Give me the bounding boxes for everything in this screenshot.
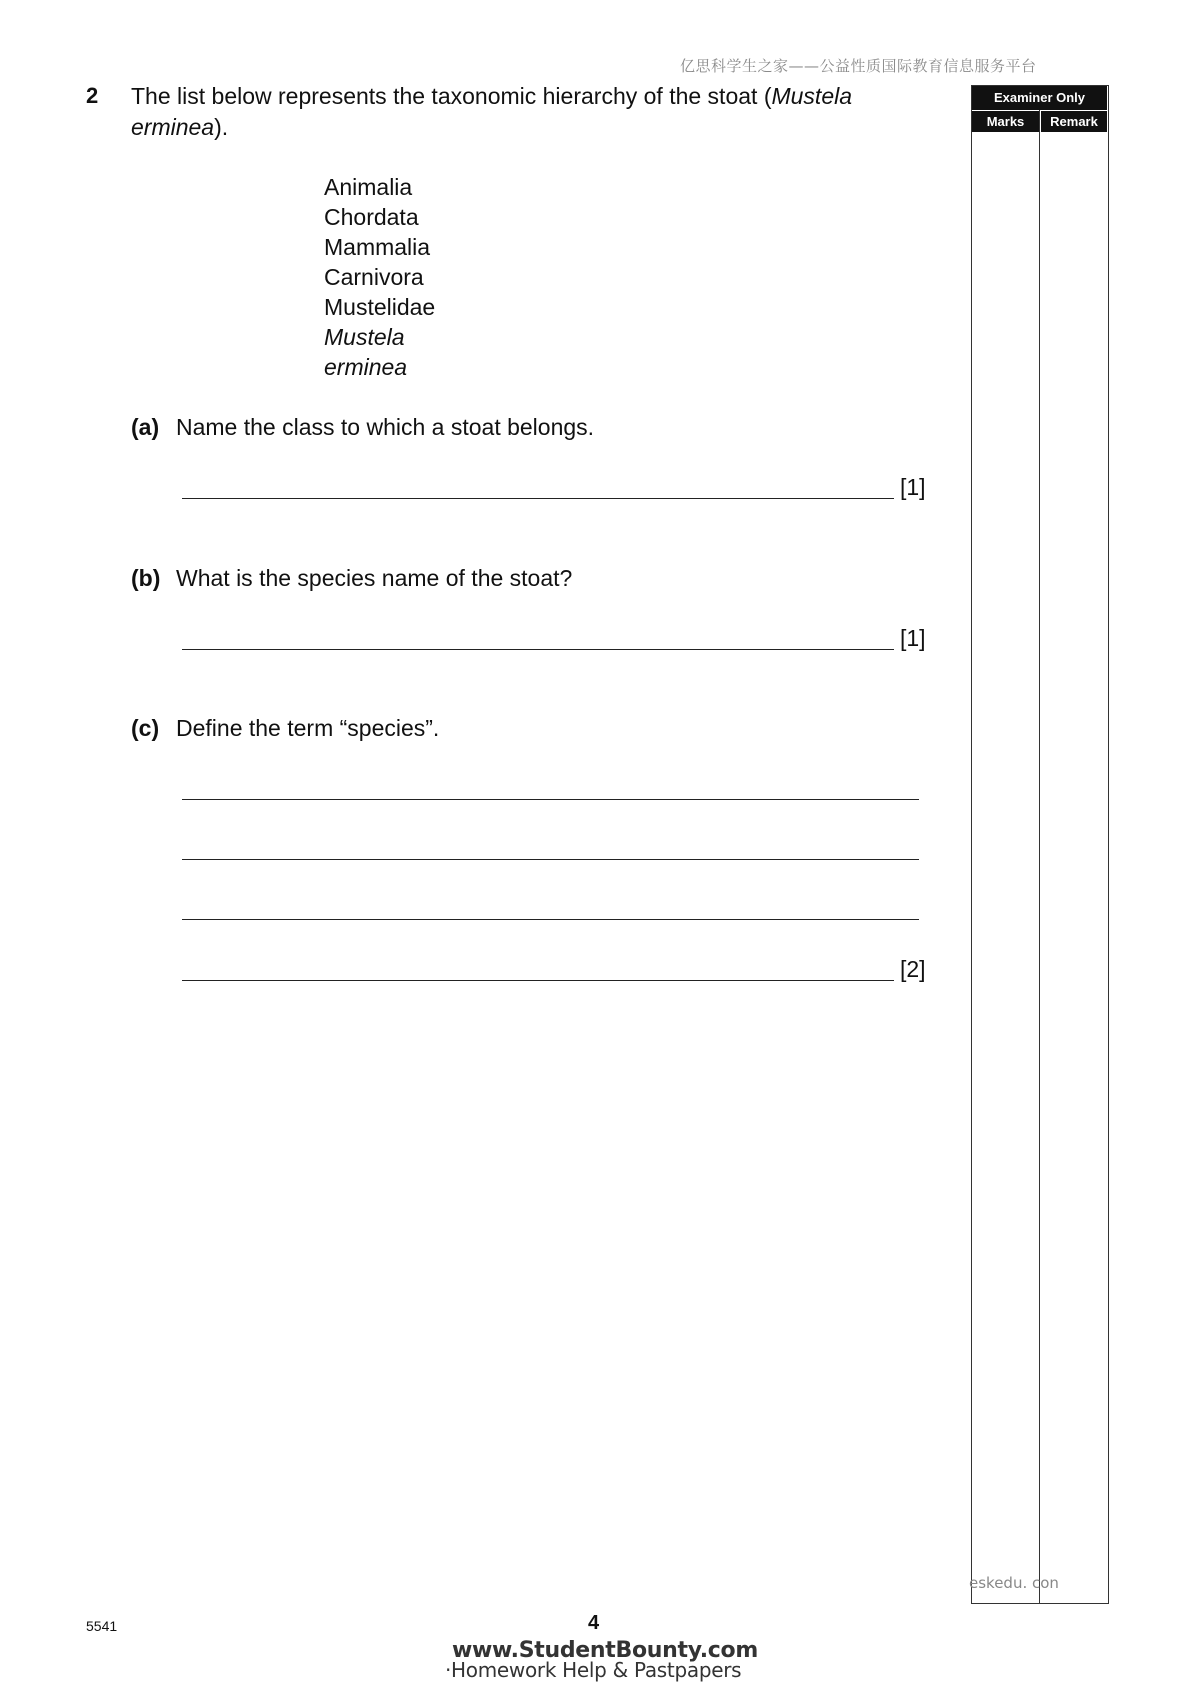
part-c-answer-line-2[interactable]	[182, 859, 919, 860]
taxon-phylum: Chordata	[324, 204, 419, 230]
examiner-only-box	[971, 85, 1109, 1604]
intro-species-name: Mustela erminea	[131, 83, 853, 140]
remark-column-header: Remark	[1040, 110, 1107, 132]
part-a-text: Name the class to which a stoat belongs.	[176, 414, 595, 440]
part-c-answer-line-3[interactable]	[182, 919, 919, 920]
part-c-answer-line-1[interactable]	[182, 799, 919, 800]
header-watermark: 亿思科学生之家——公益性质国际教育信息服务平台	[680, 57, 1037, 75]
taxon-class: Mammalia	[324, 234, 431, 260]
part-c-text: Define the term “species”.	[176, 715, 440, 741]
part-a-prompt	[131, 414, 594, 441]
page-number: 4	[588, 1612, 600, 1634]
part-b-label: (b)	[131, 565, 161, 591]
part-a-label: (a)	[131, 414, 160, 440]
taxon-kingdom: Animalia	[324, 174, 413, 200]
studentbounty-url[interactable]: www.StudentBounty.com	[452, 1638, 758, 1663]
taxonomy-list	[324, 172, 435, 382]
intro-text-end: ).	[214, 114, 229, 140]
part-c-prompt	[131, 715, 439, 742]
examiner-only-title: Examiner Only	[972, 86, 1107, 110]
part-c-mark: [2]	[900, 956, 926, 982]
part-a-answer-line[interactable]	[182, 498, 894, 499]
footer-watermark: eskedu. con	[969, 1574, 1059, 1592]
part-c-answer-line-4[interactable]	[182, 980, 894, 981]
taxon-family: Mustelidae	[324, 294, 436, 320]
intro-text-start: The list below represents the taxonomic hierarchy of the stoat (	[131, 83, 772, 109]
part-b-prompt	[131, 565, 572, 592]
taxon-genus: Mustela	[324, 324, 405, 350]
question-intro	[131, 81, 911, 143]
paper-code: 5541	[86, 1618, 118, 1634]
taxon-order: Carnivora	[324, 264, 424, 290]
part-a-mark: [1]	[900, 474, 926, 500]
part-b-text: What is the species name of the stoat?	[176, 565, 573, 591]
marks-column-header: Marks	[972, 110, 1039, 132]
part-b-answer-line[interactable]	[182, 649, 894, 650]
studentbounty-tagline: ·Homework Help & Pastpapers	[445, 1658, 742, 1682]
taxon-species: erminea	[324, 354, 408, 380]
part-c-label: (c)	[131, 715, 160, 741]
question-number: 2	[86, 83, 99, 108]
examiner-column-divider	[1039, 110, 1040, 1604]
part-b-mark: [1]	[900, 625, 926, 651]
